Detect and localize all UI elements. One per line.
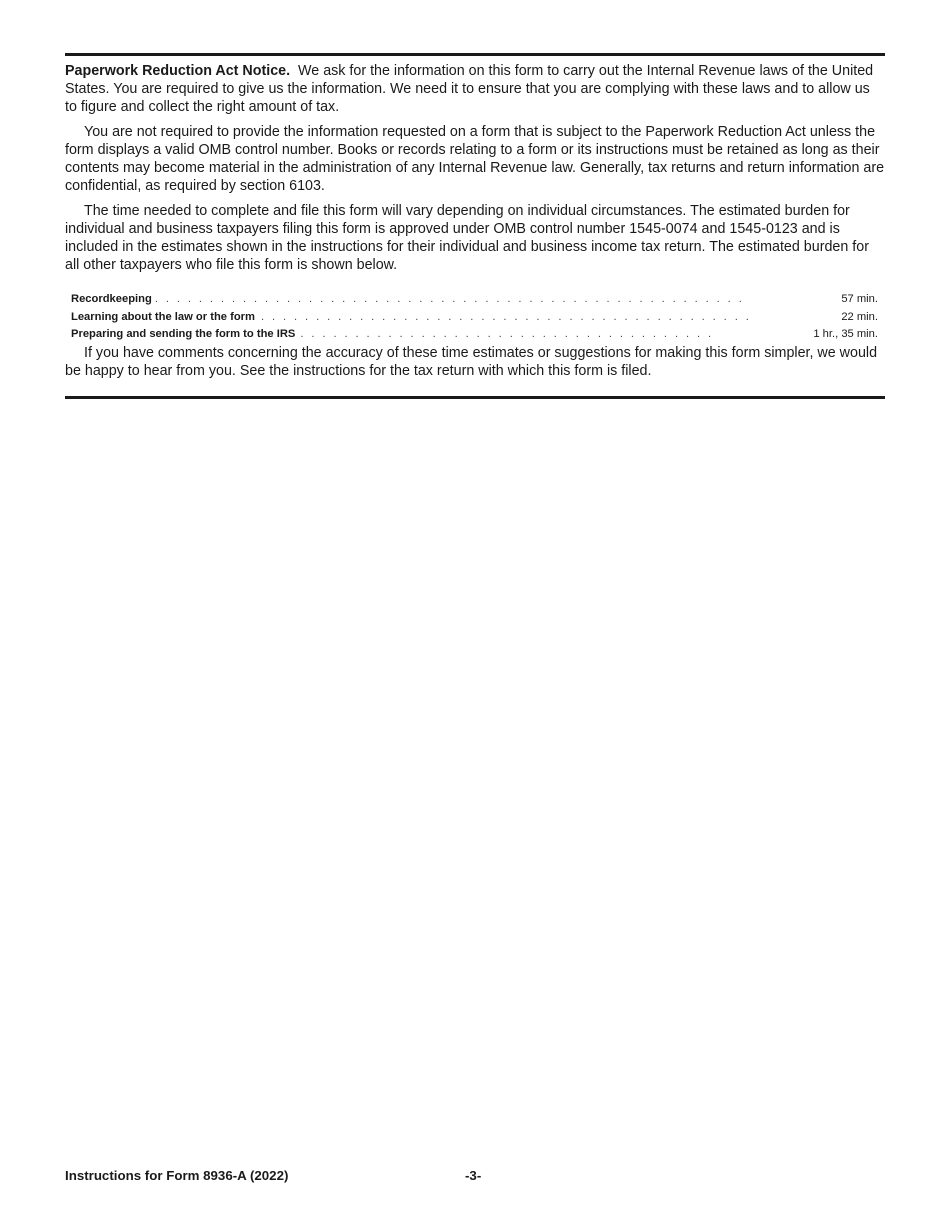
notice-intro-text: We ask for the information on this form to carry out the Internal Revenue laws of the United States. You are required to give us the information. We need it to ensure that you are complying with these laws and to allow us to figure and collect the right amount of tax. (65, 63, 874, 115)
burden-label: Preparing and sending the form to the IRS (71, 328, 296, 340)
notice-intro-paragraph (65, 62, 885, 116)
burden-table (71, 291, 878, 344)
dot-leader: . . . . . . . . . . . . . . . . . . . . . . . . . . . . . . . . . . . . . . . . . . . . . . . . . . . . . . (154, 293, 745, 305)
dot-leader: . . . . . . . . . . . . . . . . . . . . . . . . . . . . . . . . . . . . . . (300, 328, 714, 340)
footer-form-title: Instructions for Form 8936-A (2022) (65, 1168, 289, 1183)
burden-time: 1 hr., 35 min. (813, 328, 878, 340)
burden-row (71, 291, 878, 309)
burden-label: Recordkeeping (71, 293, 152, 305)
burden-time: 22 min. (841, 310, 878, 323)
page-number: -3- (465, 1168, 482, 1183)
burden-paragraph: The time needed to complete and file this form will vary depending on individual circumstances. The estimated burden for individual and business taxpayers filing this form is approved under OMB control number 1545-0074 and 1545-0123 and is included in the estimates shown in the instructions for their individual and business income tax return. The estimated burden for all other taxpayers who file this form is shown below. (65, 203, 869, 273)
comments-paragraph: If you have comments concerning the accuracy of these time estimates or suggestions for making this form simpler, we would be happy to hear from you. See the instructions for the tax return with which this form is filed. (65, 344, 878, 379)
bottom-rule (65, 396, 885, 399)
dot-leader: . . . . . . . . . . . . . . . . . . . . . . . . . . . . . . . . . . . . . . . . . . . . . (260, 310, 752, 323)
notice-heading: Paperwork Reduction Act Notice. (65, 63, 291, 79)
burden-time: 57 min. (841, 293, 878, 305)
burden-row (71, 309, 878, 327)
omb-paragraph: You are not required to provide the information requested on a form that is subject to the Paperwork Reduction Act unless the form displays a valid OMB control number. Books or records relating to a form or its instructions must be retained as long as their contents may become material in the administration of any Internal Revenue law. Generally, tax returns and return information are confidential, as required by section 6103. (65, 124, 885, 194)
burden-row (71, 326, 878, 344)
burden-label: Learning about the law or the form (71, 310, 255, 323)
top-rule (65, 53, 885, 56)
paperwork-reduction-act-notice (65, 53, 885, 399)
